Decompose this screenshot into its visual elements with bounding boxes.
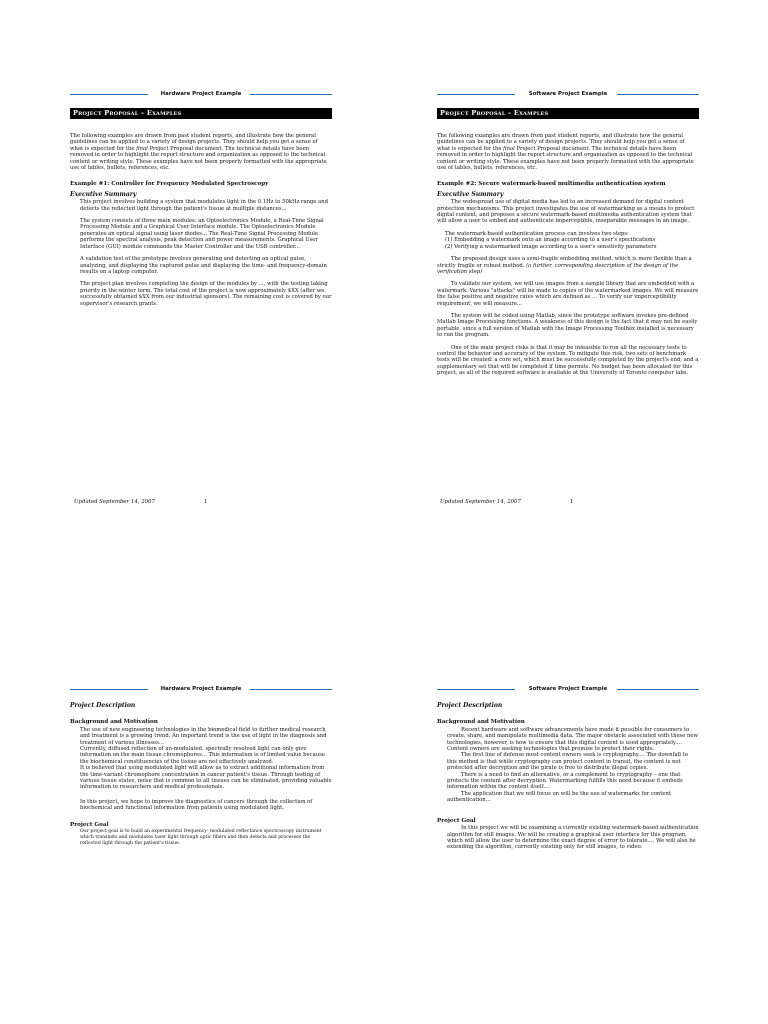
- page-body: [70, 133, 332, 307]
- header-title: Software Project Example: [528, 686, 608, 692]
- background-line: It is believed that using modulated light will allow us to extract additional information from the time-variant chromophore concentration in cancer patient's tissue. Through testing of various tissue states, noise that is common to all tissues can be eliminated, providing valuable information to researchers and medical professionals.: [80, 765, 332, 791]
- page-footer: [440, 499, 680, 505]
- page-body: [70, 703, 332, 847]
- goal-heading: Project Goal: [437, 817, 476, 824]
- background-block: [437, 727, 699, 804]
- page-body: [437, 133, 699, 377]
- summary-paragraph: This project involves building a system that modulates light in the 0.1Hz to 50kHz range and detects the reflected light through the patient's tissue at multiple distances...: [80, 199, 329, 212]
- summary-paragraph: The proposed design uses a semi-fragile embedding method, which is more flexible than a strictly fragile or robust method. (a further, corresponding description of the design of the verification step): [437, 256, 692, 275]
- summary-paragraph: The widespread use of digital media has led to an increased demand for digital content protection mechanisms. This project investigates the use of watermarking as a means to protect digital content, and proposes a secure watermark-based multimedia authentication system that will allow a user to embed and authenticate imperceptible, inseparable messages in an image.: [437, 199, 695, 225]
- page-hardware-2: [70, 685, 332, 847]
- footer-date: Updated September 14, 2007: [440, 499, 521, 505]
- header-rule-right: [617, 689, 699, 690]
- section-label: Project Description: [437, 702, 503, 709]
- goal-text: In this project we will be examining a currently existing watermark-based authentication algorithm for still images. We will be creating a graphical user interface for this program, which will allow the user to determine the exact degree of error to tolerate..., We will also be extending the algorithm, currently existing only for still images, to video.: [447, 825, 699, 851]
- summary-paragraph: The system will be coded using Matlab, since the prototype software invokes pre-defined Matlab Image Processing functions. A weakness of this design is the fact that it may not be easily portable, since a full version of Matlab with the Image Processing Toolbox installed is necessary to run the program.: [437, 312, 698, 339]
- page-number: 1: [570, 499, 574, 505]
- page-software-1: [437, 90, 699, 383]
- goal-text: Our project goal is to build an experimental frequency- modulated reflectance spectroscopy instrument which transmits and modulates laser light through optic fibers and then detects and processes the reflected light through the patient's tissue.: [80, 829, 322, 847]
- page-header: [437, 685, 699, 693]
- section-label: Executive Summary: [70, 190, 137, 198]
- background-line: The use of new engineering technologies in the biomedical field to further medical research and treatment is a growing trend. An important trend is the use of light in the diagnosis and treatment of various illnesses...: [80, 726, 327, 746]
- page-footer: [74, 499, 314, 505]
- summary-paragraph: The system consists of three main modules: an Optoelectronics Module, a Real-Time Signal Processing Module and a Graphical User Interface module. The Optoelectronics Module generates an optical signal using laser diodes... The Real-Time Signal Processing Module performs the spectral analysis, peak detection and power measurements. Graphical User Interface (GUI) module commands the Master Controller and the USB controller...: [80, 218, 324, 250]
- header-title: Software Project Example: [528, 91, 608, 97]
- title-bar: Project Proposal – Examples: [70, 108, 332, 119]
- title-bar: Project Proposal – Examples: [437, 108, 699, 119]
- header-title: Hardware Project Example: [160, 91, 242, 97]
- page-body: [437, 703, 699, 851]
- page-hardware-1: [70, 90, 332, 313]
- step-item: (2) Verifying a watermarked image according to a user's sensitivity parameters: [445, 243, 657, 250]
- summary-paragraph: The project plan involves completing the design of the modules by ..., with the testing taking priority in the winter term. The total cost of the project is now approximately $XX (after we successfully obtained $XX from our industrial sponsors). The remaining cost is covered by our supervisor's research grants.: [80, 281, 332, 307]
- background-line: In this project, we hope to improve the diagnostics of cancers through the collection of biochemical and functional information from patients using modulated light.: [80, 798, 313, 812]
- page-header: [437, 90, 699, 98]
- steps-lead: The watermark-based authentication process can involves two steps:: [445, 230, 629, 237]
- background-block: [70, 727, 332, 812]
- summary-paragraph: One of the main project risks is that it may be infeasible to run all the necessary tests to control the behavior and accuracy of the system. To mitigate this risk, two sets of benchmark tests will be created: a core set, which must be successfully completed by the project's end, and a supplementary set that will be completed if time permits. No budget has been allocated for this project, as all of the required software is available at the University of Toronto computer labs.: [437, 344, 699, 377]
- summary-paragraph: To validate our system, we will use images from a sample library that are embedded with a watermark. Various "attacks" will be made to copies of the watermarked images. We will measure the false positive and negative rates which are defined as ... To verify our imperceptibility requirement, we will measure...: [437, 281, 699, 307]
- footer-date: Updated September 14, 2007: [74, 499, 155, 505]
- background-heading: Background and Motivation: [437, 719, 525, 726]
- header-rule-right: [617, 94, 699, 95]
- header-rule-right: [250, 94, 332, 95]
- intro-paragraph: The following examples are drawn from past student reports, and illustrate how the general guidelines can be applied to a variety of design projects. They should help you get a sense of what is expected for the final Project Proposal document. The technical details have been removed in order to highlight the report structure and organization as opposed to the technical content or writing style. These examples have not been properly formatted with the appropriate use of tables, bullets, references, etc.: [70, 133, 327, 172]
- intro-paragraph: The following examples are drawn from past student reports, and illustrate how the general guidelines can be applied to a variety of design projects. They should help you get a sense of what is expected for the final Project Proposal document. The technical details have been removed in order to highlight the report structure and organization as opposed to the technical content or writing style. These examples have not been properly formatted with the appropriate use of tables, bullets, references, etc.: [437, 133, 694, 172]
- background-heading: Background and Motivation: [70, 719, 158, 726]
- background-line: There is a need to find an alternative, or a complement to cryptography – one that protects the content after decryption. Watermarking fulfills this need because it embeds information within the content itself....: [447, 771, 683, 791]
- example-heading: Example #2: Secure watermark-based multimedia authentication system: [437, 181, 666, 188]
- example-heading: Example #1: Controller for Frequency Modulated Spectroscopy: [70, 181, 269, 188]
- page-software-2: [437, 685, 699, 851]
- background-line: The first line of defense most content owners seek is cryptography.... The downfall to this method is that while cryptography can protect content in transit, the content is not protected after decryption and the pirate is free to distribute illegal copies.: [447, 752, 688, 772]
- background-line: Recent hardware and software advancements have made it possible for consumers to create, share, and manipulate multimedia data. The major obstacle associated with these new technologies, however, is how to ensure that this digital content is used appropriately.... Content owners are seeking technologies that promise to protect their rights.: [447, 726, 699, 753]
- header-rule-right: [250, 689, 332, 690]
- header-title: Hardware Project Example: [160, 686, 242, 692]
- page-header: [70, 685, 332, 693]
- page-header: [70, 90, 332, 98]
- section-label: Project Description: [70, 702, 136, 709]
- background-line: The application that we will focus on will be the use of watermarks for content authentication...: [447, 790, 672, 804]
- page-number: 1: [204, 499, 208, 505]
- goal-heading: Project Goal: [70, 821, 109, 828]
- steps-paragraph: [437, 231, 699, 250]
- section-label: Executive Summary: [437, 190, 504, 198]
- background-line: Currently, diffused reflection of un-modulated, spectrally resolved light can only give information on the main tissue chromophores... This information is of limited value because the biochemical constituencies of the tissue are not effectively analyzed.: [80, 746, 325, 765]
- summary-paragraph: A validation test of the prototype involves generating and detecting an optical pulse, analyzing, and displaying the captured pulse and displaying the time- and frequency-domain results on a laptop computer.: [80, 256, 327, 275]
- summary-block: [70, 199, 332, 307]
- step-item: (1) Embedding a watermark onto an image according to a user's specifications: [445, 237, 656, 244]
